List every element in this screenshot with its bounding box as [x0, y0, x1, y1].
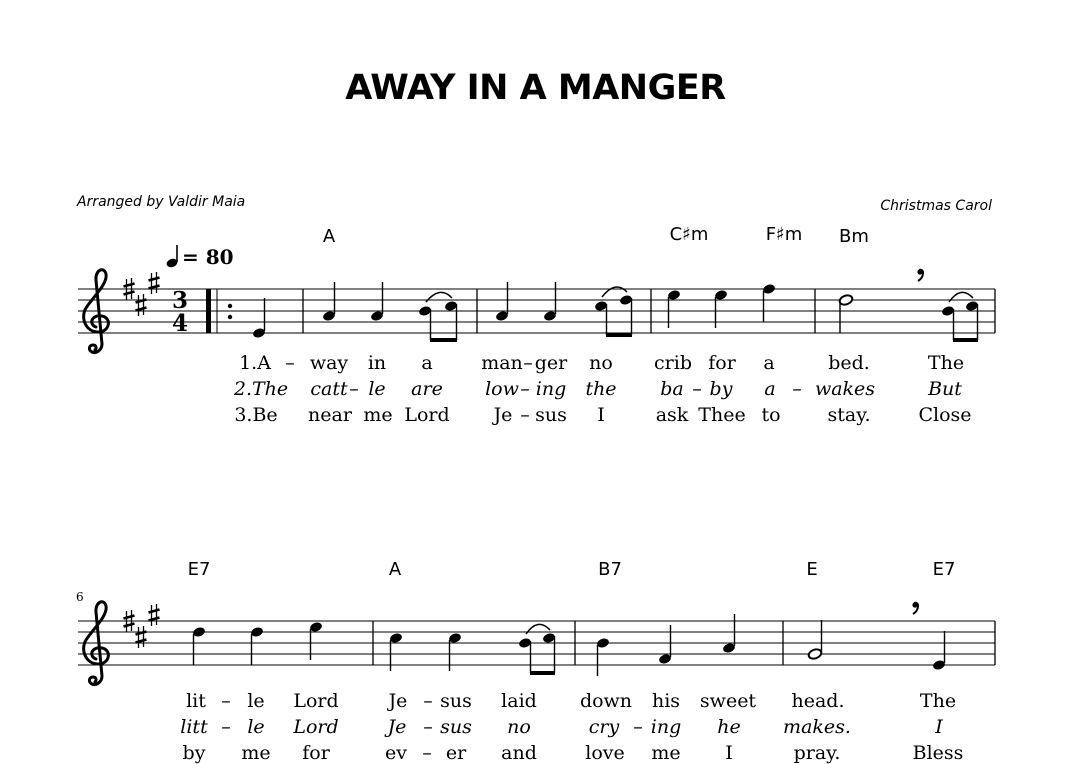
chord-symbol: C♯m [669, 224, 709, 245]
lyric-syllable: bed. [828, 352, 870, 374]
lyric-syllable: Close [918, 404, 972, 426]
lyric-syllable: catt [310, 378, 348, 400]
arranger-credit: Arranged by Valdir Maia [77, 194, 246, 210]
tempo-value: = 80 [182, 245, 234, 269]
lyric-syllable: ing [535, 378, 567, 400]
lyric-syllable: by [182, 742, 206, 764]
lyric-hyphen: – [349, 378, 359, 400]
lyric-syllable: ger [534, 352, 568, 374]
lyric-syllable: way [309, 352, 349, 374]
lyric-syllable: ask [655, 404, 689, 426]
lyric-syllable: Bless [912, 742, 964, 764]
lyric-syllable: Thee [698, 404, 746, 426]
lyric-syllable: le [247, 690, 265, 712]
lyric-syllable: a [421, 352, 433, 374]
lyric-hyphen: – [523, 352, 533, 374]
lyric-syllable: ba [660, 378, 684, 400]
svg-text:4: 4 [171, 310, 189, 337]
lyric-syllable: Je [387, 716, 407, 738]
lyric-hyphen: – [423, 690, 433, 712]
lyric-syllable: me [363, 404, 393, 426]
chord-symbol: E [806, 559, 818, 580]
lyric-hyphen: – [633, 716, 643, 738]
chord-symbol: F♯m [765, 224, 803, 245]
chord-symbol: B7 [598, 559, 622, 580]
lyric-syllable: But [928, 378, 962, 400]
lyric-syllable: to [761, 404, 781, 426]
lyric-syllable: I [597, 404, 605, 426]
lyric-syllable: Je [388, 690, 408, 712]
lyric-syllable: stay. [827, 404, 871, 426]
lyric-hyphen: – [520, 378, 530, 400]
lyric-syllable: makes. [783, 716, 851, 738]
lyric-syllable: wakes [814, 378, 876, 400]
lyric-syllable: litt [180, 716, 208, 738]
lyric-syllable: a [764, 378, 776, 400]
lyric-syllable: sus [440, 690, 472, 712]
lyric-syllable: no [589, 352, 613, 374]
measure-number: 6 [76, 590, 84, 604]
lyric-syllable: pray. [793, 742, 841, 764]
lyric-syllable: sweet [699, 690, 757, 712]
lyric-syllable: me [651, 742, 681, 764]
lyric-syllable: 1.A [239, 352, 271, 374]
lyric-syllable: Lord [293, 690, 339, 712]
lyric-syllable: I [935, 716, 943, 738]
lyric-hyphen: – [692, 378, 702, 400]
chord-symbol: E7 [187, 559, 211, 580]
lyric-hyphen: – [792, 378, 802, 400]
song-title: AWAY IN A MANGER [345, 68, 726, 108]
lyric-syllable: Lord [293, 716, 339, 738]
lyric-hyphen: – [285, 352, 295, 374]
lyric-syllable: for [302, 742, 330, 764]
lyric-syllable: sus [440, 716, 472, 738]
chord-symbol: Bm [839, 226, 869, 247]
lyric-syllable: and [501, 742, 537, 764]
lyric-syllable: are [411, 378, 443, 400]
composer-credit: Christmas Carol [880, 198, 992, 214]
lyric-syllable: in [367, 352, 387, 374]
lyric-syllable: man [481, 352, 523, 374]
lyric-syllable: Je [493, 404, 513, 426]
lyric-syllable: I [725, 742, 733, 764]
lyric-hyphen: – [221, 716, 231, 738]
lyric-syllable: le [368, 378, 386, 400]
chord-symbol: A [388, 559, 402, 580]
lyric-syllable: for [708, 352, 736, 374]
lyric-syllable: cry [588, 716, 620, 738]
chord-symbol: E7 [932, 559, 956, 580]
lyric-syllable: a [763, 352, 775, 374]
lyric-syllable: the [585, 378, 617, 400]
lyric-syllable: 2.The [233, 378, 289, 400]
lyric-syllable: by [709, 378, 733, 400]
lyric-syllable: le [247, 716, 265, 738]
lyric-syllable: crib [654, 352, 692, 374]
lyric-hyphen: – [520, 404, 530, 426]
lyric-syllable: head. [791, 690, 845, 712]
lyric-syllable: er [445, 742, 467, 764]
lyric-syllable: lit [186, 690, 206, 712]
lyric-syllable: his [651, 690, 681, 712]
lyric-syllable: 3.Be [234, 404, 278, 426]
lyric-hyphen: – [221, 690, 231, 712]
lyric-syllable: near [308, 404, 352, 426]
svg-text:3: 3 [171, 287, 189, 314]
lyric-syllable: he [717, 716, 741, 738]
lyric-syllable: me [241, 742, 271, 764]
lyric-hyphen: – [422, 742, 432, 764]
lyric-syllable: laid [501, 690, 537, 712]
lyric-syllable: love [585, 742, 625, 764]
chord-symbol: A [322, 226, 336, 247]
lyric-syllable: The [919, 690, 957, 712]
lyric-hyphen: – [423, 716, 433, 738]
lyric-syllable: ev [385, 742, 407, 764]
lyric-syllable: Lord [404, 404, 450, 426]
lyric-syllable: sus [535, 404, 567, 426]
lyric-syllable: low [485, 378, 519, 400]
lyric-syllable: The [927, 352, 965, 374]
lyric-syllable: no [507, 716, 531, 738]
lyric-syllable: down [579, 690, 633, 712]
lyric-syllable: ing [650, 716, 682, 738]
